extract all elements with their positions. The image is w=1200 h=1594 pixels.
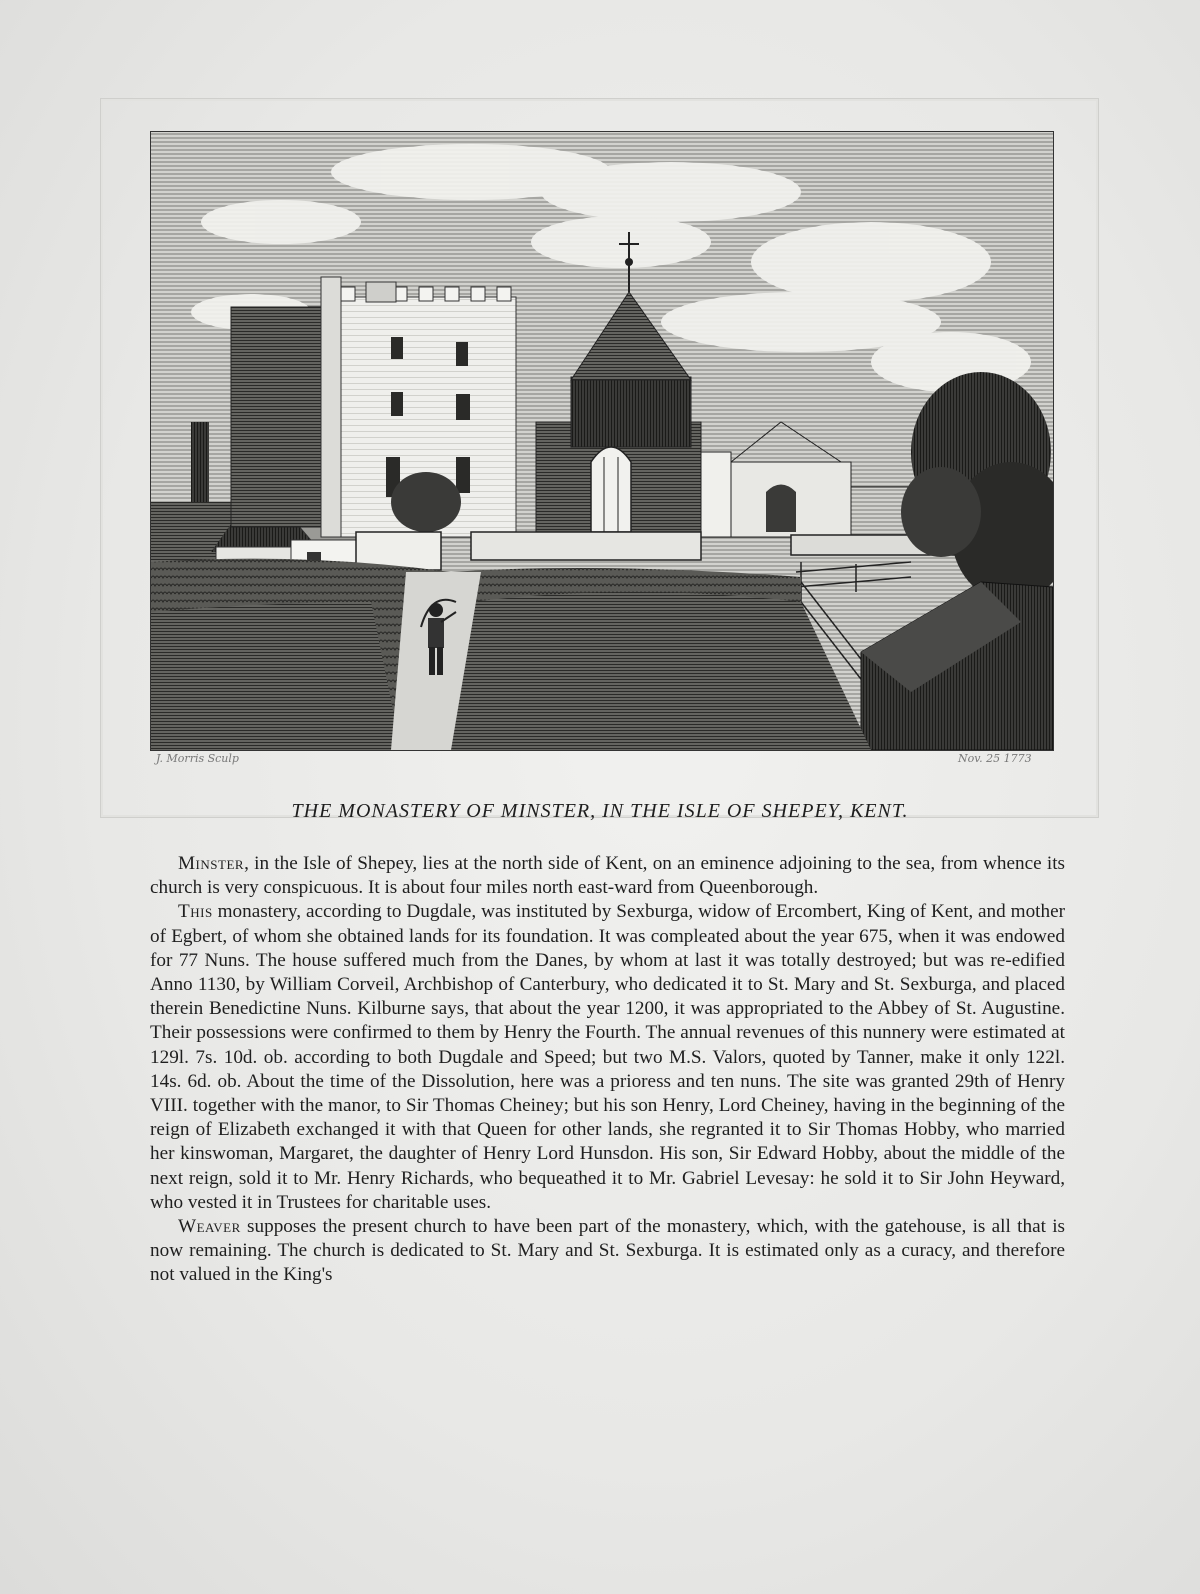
right-bank [441,592,871,750]
left-bank [151,602,401,750]
paragraph-1-text: , in the Isle of Shepey, lies at the north side of Kent, on an eminence adjoining to the sea, from whence its church is very conspicuous. It is about four miles north east-ward from Queenborough. [150,853,1065,899]
paragraph-1-lead: Minster [178,853,245,874]
engraver-credit: J. Morris Sculp [156,752,239,765]
publication-date: Nov. 25 1773 [958,752,1032,765]
description-text [150,852,1065,1288]
paragraph-3-lead: Weaver [178,1216,241,1238]
paragraph-3 [150,1215,1065,1288]
gatehouse [231,277,516,537]
paragraph-3-text: supposes the present church to have been part of the monastery, which, with the gatehouse, is all that is now remaining. The church is dedicated to St. Mary and St. Sexburga. It is estimated only as a curacy, and therefore not valued in the King's [150,1216,1065,1286]
engraving-illustration [150,131,1054,751]
paragraph-2-text: monastery, according to Dugdale, was instituted by Sexburga, widow of Ercombert, King of Kent, and mother of Egbert, of whom she obtained lands for its foundation. It was compleated about the year 675, when it was endowed for 77 Nuns. The house suffered much from the Danes, by whom at last it was totally destroyed; but was re-edified Anno 1130, by William Corveil, Archbishop of Canterbury, who dedicated it to St. Mary and St. Sexburga, and placed therein Benedictine Nuns. Kilburne says, that about the year 1200, it was appropriated to the Abbey of St. Augustine. Their possessions were confirmed to them by Henry the Fourth. The annual revenues of this nunnery were estimated at 129l. 7s. 10d. ob. according to both Dugdale and Speed; but two M.S. Valors, quoted by Tanner, make it only 122l. 14s. 6d. ob. About the time of the Dissolution, here was a prioress and ten nuns. The site was granted 29th of Henry VIII. together with the manor, to Sir Thomas Cheiney; but his son Henry, Lord Cheiney, having in the beginning of the reign of Elizabeth exchanged it with that Queen for other lands, she regranted it to Sir Thomas Hobby, who married her kinswoman, Margaret, the daughter of Henry Lord Hunsdon. His son, Sir Edward Hobby, about the middle of the next reign, sold it to Mr. Henry Richards, who bequeathed it to Mr. Gabriel Levesay: he sold it to Sir John Heyward, who vested it in Trustees for charitable uses. [150,901,1065,1213]
paragraph-2-lead: This [178,901,213,923]
plate-title: THE MONASTERY OF MINSTER, IN THE ISLE OF SHEPEY, KENT. [291,800,909,822]
paragraph-1 [150,852,1065,900]
paragraph-2 [150,900,1065,1215]
